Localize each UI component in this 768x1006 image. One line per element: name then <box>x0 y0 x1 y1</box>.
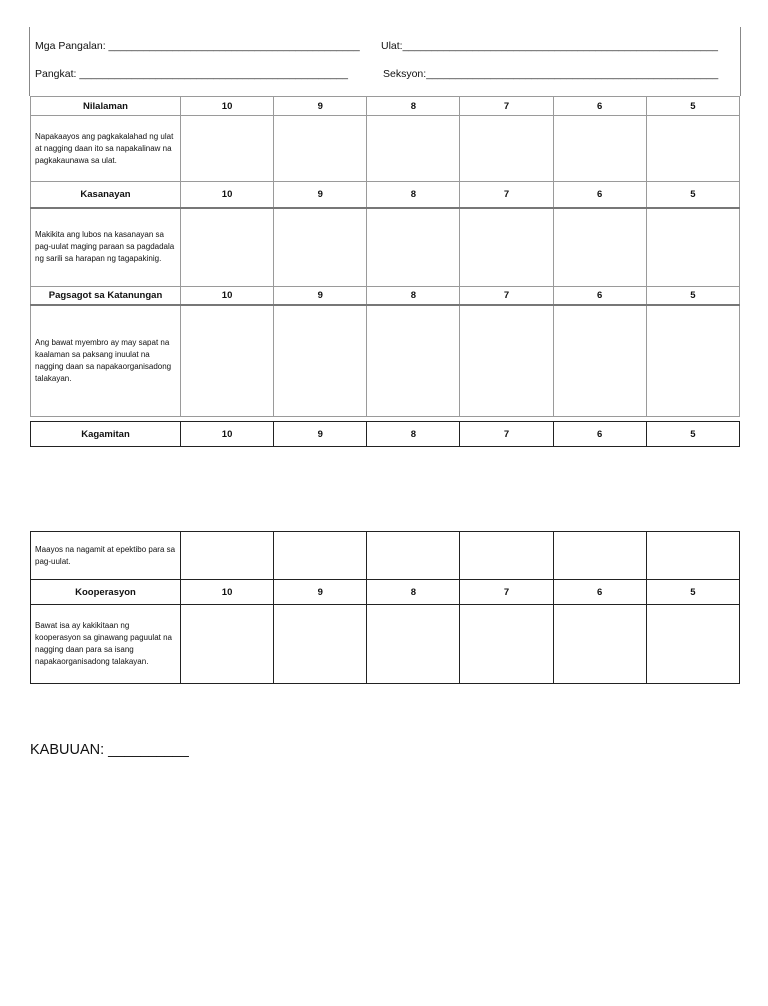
score-label: 7 <box>460 580 553 605</box>
score-cell[interactable] <box>460 532 553 580</box>
score-label: 10 <box>181 580 274 605</box>
score-cell[interactable] <box>553 116 646 182</box>
score-label: 8 <box>367 422 460 447</box>
score-label: 9 <box>274 97 367 116</box>
score-cell[interactable] <box>274 305 367 417</box>
score-cell[interactable] <box>646 532 739 580</box>
criterion-description: Ang bawat myembro ay may sapat na kaalaman sa paksang inuulat na nagging daan sa napakaorganisadong talakayan. <box>31 305 181 417</box>
criterion-description: Napakaayos ang pagkakalahad ng ulat at nagging daan ito sa napakalinaw na pagkakaunawa sa ulat. <box>31 116 181 182</box>
criterion-title: Kagamitan <box>31 422 181 447</box>
criterion-header-row <box>31 97 740 116</box>
rubric-table-part-2 <box>30 421 740 447</box>
score-cell[interactable] <box>460 208 553 287</box>
score-label: 5 <box>646 287 739 305</box>
score-cell[interactable] <box>367 305 460 417</box>
criterion-header-row <box>31 182 740 208</box>
score-cell[interactable] <box>553 305 646 417</box>
score-label: 10 <box>181 182 274 208</box>
score-label: 5 <box>646 422 739 447</box>
criterion-title: Pagsagot sa Katanungan <box>31 287 181 305</box>
score-label: 5 <box>646 97 739 116</box>
score-label: 9 <box>274 182 367 208</box>
criterion-description: Maayos na nagamit at epektibo para sa pag-uulat. <box>31 532 181 580</box>
score-label: 9 <box>274 422 367 447</box>
criterion-header-row <box>31 422 740 447</box>
score-cell[interactable] <box>460 605 553 684</box>
score-label: 6 <box>553 182 646 208</box>
score-cell[interactable] <box>274 605 367 684</box>
score-cell[interactable] <box>367 532 460 580</box>
report-field[interactable]: Ulat:______________________________________________________ <box>381 40 718 52</box>
score-label: 5 <box>646 580 739 605</box>
score-cell[interactable] <box>460 116 553 182</box>
criterion-title: Nilalaman <box>31 97 181 116</box>
criterion-title: Kooperasyon <box>31 580 181 605</box>
criterion-description: Bawat isa ay kakikitaan ng kooperasyon sa ginawang paguulat na nagging daan para sa isang napakaorganisadong talakayan. <box>31 605 181 684</box>
score-label: 7 <box>460 422 553 447</box>
score-label: 10 <box>181 287 274 305</box>
criterion-description: Makikita ang lubos na kasanayan sa pag-uulat maging paraan sa pagdadala ng sarili sa harapan ng tagapakinig. <box>31 208 181 287</box>
score-cell[interactable] <box>181 605 274 684</box>
score-cell[interactable] <box>367 208 460 287</box>
score-cell[interactable] <box>553 532 646 580</box>
rubric-table-part-1 <box>30 96 740 417</box>
score-cell[interactable] <box>274 116 367 182</box>
score-label: 6 <box>553 422 646 447</box>
score-cell[interactable] <box>181 305 274 417</box>
score-cell[interactable] <box>181 208 274 287</box>
score-cell[interactable] <box>553 605 646 684</box>
names-field[interactable]: Mga Pangalan: ___________________________________________ <box>35 40 360 52</box>
score-label: 10 <box>181 422 274 447</box>
score-label: 6 <box>553 287 646 305</box>
score-cell[interactable] <box>181 532 274 580</box>
score-label: 5 <box>646 182 739 208</box>
score-label: 8 <box>367 580 460 605</box>
score-cell[interactable] <box>646 305 739 417</box>
criterion-desc-row <box>31 532 740 580</box>
score-label: 8 <box>367 287 460 305</box>
header-box <box>29 27 741 96</box>
score-label: 6 <box>553 97 646 116</box>
score-label: 8 <box>367 97 460 116</box>
score-label: 9 <box>274 287 367 305</box>
score-label: 9 <box>274 580 367 605</box>
score-label: 6 <box>553 580 646 605</box>
score-cell[interactable] <box>274 532 367 580</box>
score-cell[interactable] <box>646 116 739 182</box>
criterion-desc-row <box>31 605 740 684</box>
score-label: 7 <box>460 97 553 116</box>
score-cell[interactable] <box>181 116 274 182</box>
total-field[interactable]: KABUUAN: __________ <box>30 742 189 758</box>
score-label: 7 <box>460 182 553 208</box>
criterion-header-row <box>31 287 740 305</box>
rubric-table-part-3 <box>30 531 740 684</box>
score-label: 8 <box>367 182 460 208</box>
criterion-desc-row <box>31 116 740 182</box>
score-cell[interactable] <box>367 605 460 684</box>
score-cell[interactable] <box>460 305 553 417</box>
score-cell[interactable] <box>553 208 646 287</box>
group-field[interactable]: Pangkat: ______________________________________________ <box>35 68 348 80</box>
criterion-title: Kasanayan <box>31 182 181 208</box>
criterion-desc-row <box>31 208 740 287</box>
score-cell[interactable] <box>646 208 739 287</box>
criterion-header-row <box>31 580 740 605</box>
section-field[interactable]: Seksyon:__________________________________________________ <box>383 68 719 80</box>
criterion-desc-row <box>31 305 740 417</box>
score-cell[interactable] <box>274 208 367 287</box>
score-label: 7 <box>460 287 553 305</box>
score-label: 10 <box>181 97 274 116</box>
score-cell[interactable] <box>646 605 739 684</box>
score-cell[interactable] <box>367 116 460 182</box>
